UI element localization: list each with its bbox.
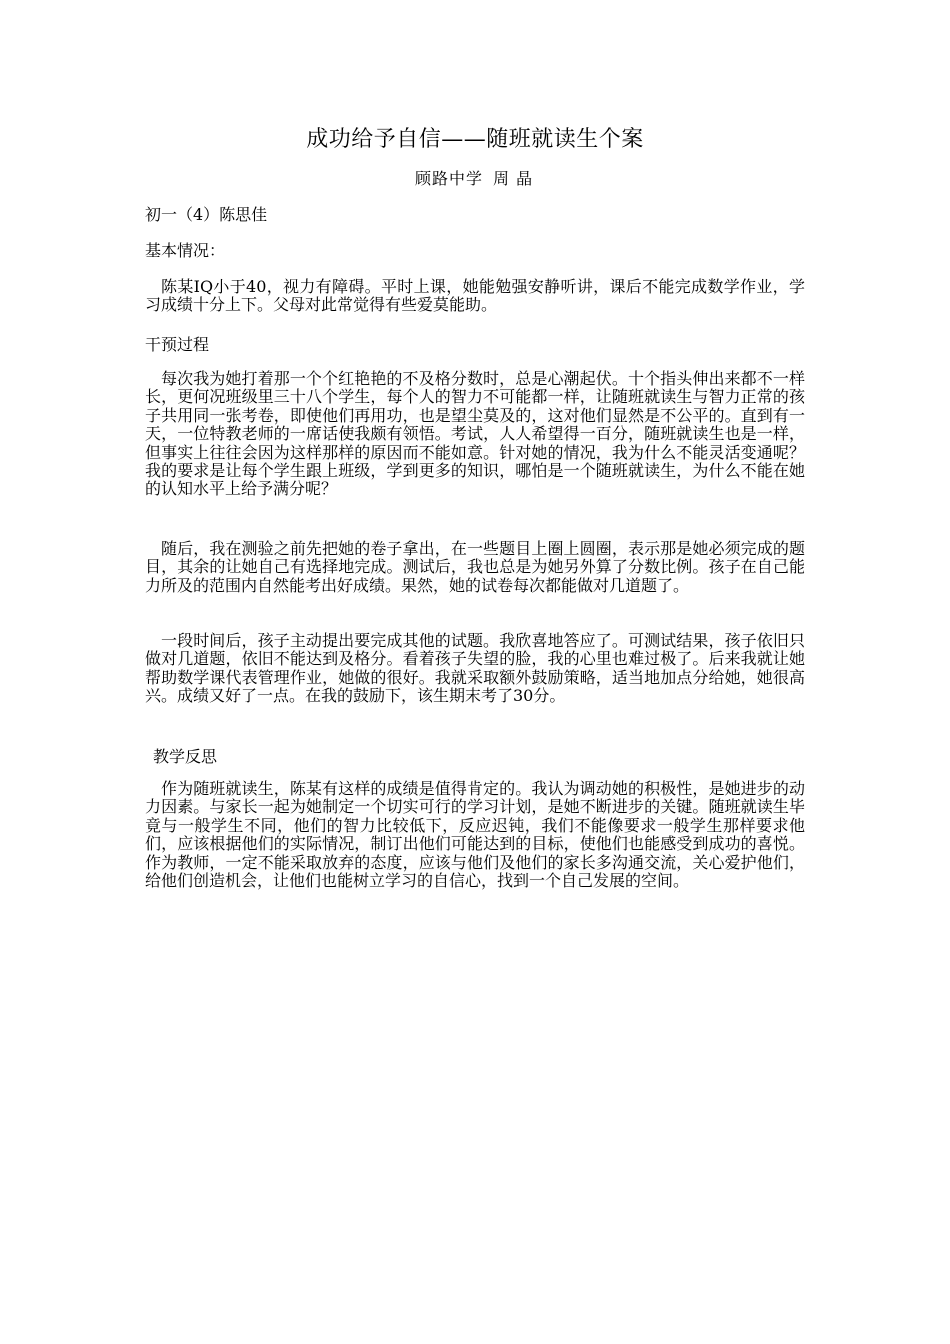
- student-line: 初一（4）陈思佳: [145, 205, 268, 224]
- basic-heading: 基本情况：: [145, 241, 226, 260]
- process-paragraph-3: 一段时间后，孩子主动提出要完成其他的试题。我欣喜地答应了。可测试结果，孩子依旧只做对几道题，依旧不能达到及格分。看着孩子失望的脸，我的心里也难过极了。后来我就让她帮助数学课代表管理作业，她做的很好。我就采取额外鼓励策略，适当地加点分给她，她很高兴。成绩又好了一点。在我的鼓励下，该生期末考了30分。: [145, 631, 805, 706]
- process-paragraph-2: 随后，我在测验之前先把她的卷子拿出，在一些题目上圈上圆圈，表示那是她必须完成的题目，其余的让她自己有选择地完成。测试后，我也总是为她另外算了分数比例。孩子在自己能力所及的范围内自然能考出好成绩。果然，她的试卷每次都能做对几道题了。: [145, 539, 805, 595]
- author-school: 顾路中学: [415, 169, 484, 188]
- reflection-paragraph: 作为随班就读生，陈某有这样的成绩是值得肯定的。我认为调动她的积极性，是她进步的动力因素。与家长一起为她制定一个切实可行的学习计划，是她不断进步的关键。随班就读生毕竟与一般学生不同，他们的智力比较低下，反应迟钝，我们不能像要求一般学生那样要求他们，应该根据他们的实际情况，制订出他们可能达到的目标，使他们也能感受到成功的喜悦。作为教师，一定不能采取放弃的态度，应该与他们及他们的家长多沟通交流，关心爱护他们，给他们创造机会，让他们也能树立学习的自信心，找到一个自己发展的空间。: [145, 779, 805, 891]
- process-heading: 干预过程: [145, 335, 210, 354]
- basic-paragraph: 陈某IQ小于40，视力有障碍。平时上课，她能勉强安静听讲，课后不能完成数学作业，学习成绩十分上下。父母对此常觉得有些爱莫能助。: [145, 277, 805, 315]
- author-line: [415, 168, 533, 190]
- reflection-heading: 教学反思: [153, 747, 218, 766]
- process-paragraph-1: 每次我为她打着那一个个红艳艳的不及格分数时，总是心潮起伏。十个指头伸出来都不一样长，更何况班级里三十八个学生，每个人的智力不可能都一样，让随班就读生与智力正常的孩子共用同一张考卷，即使他们再用功，也是望尘莫及的，这对他们显然是不公平的。直到有一天，一位特教老师的一席话使我颇有领悟。考试，人人希望得一百分，随班就读生也是一样，但事实上往往会因为这样那样的原因而不能如意。针对她的情况，我为什么不能灵活变通呢？我的要求是让每个学生跟上班级，学到更多的知识，哪怕是一个随班就读生，为什么不能在她的认知水平上给予满分呢？: [145, 369, 805, 499]
- author-name: 周 晶: [493, 169, 534, 188]
- document-title: 成功给予自信——随班就读生个案: [306, 127, 644, 152]
